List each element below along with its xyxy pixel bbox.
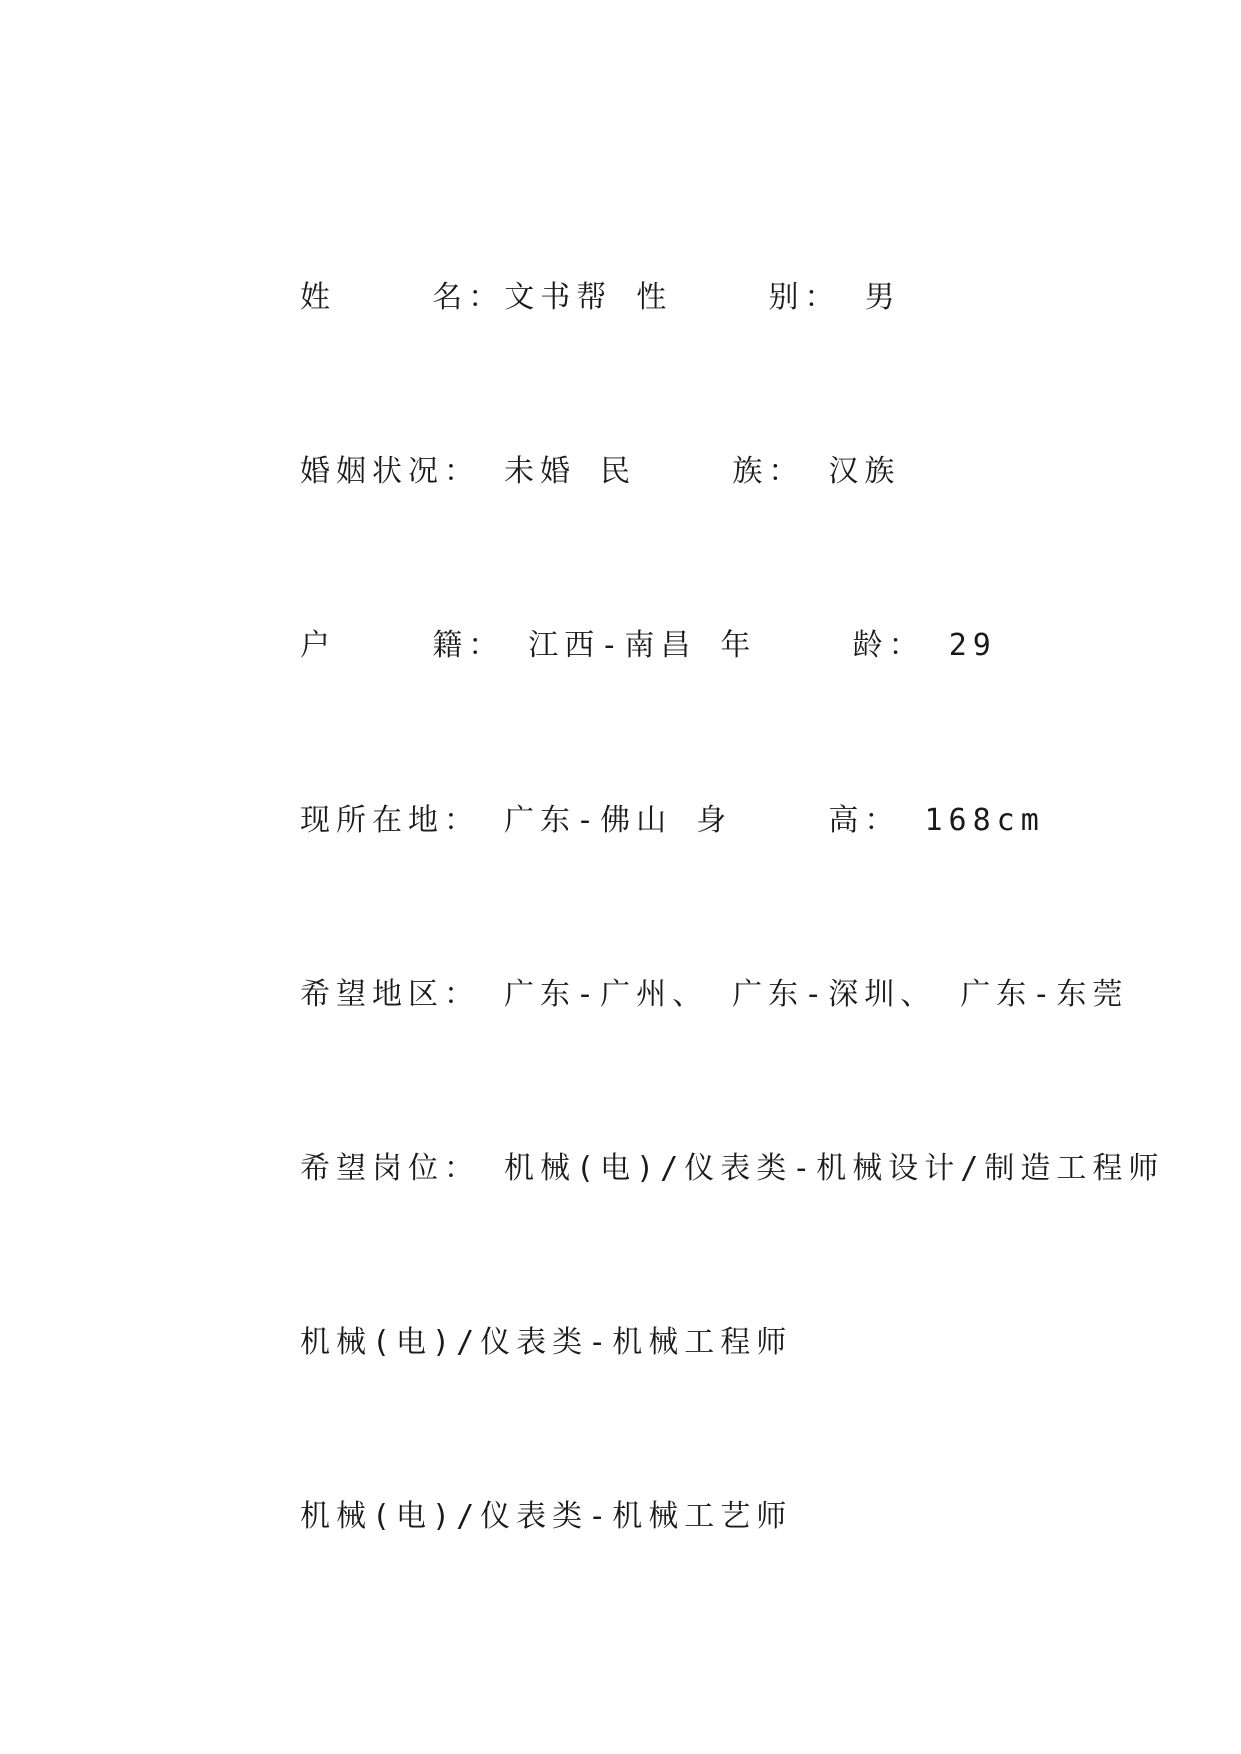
name-gender-line: 姓 名：文书帮 性 别： 男 [300, 280, 901, 315]
desired-position-line: 希望岗位： 机械(电)/仪表类-机械设计/制造工程师 [300, 1151, 1165, 1186]
position-item: 机械(电)/仪表类-机械工程师 [300, 1325, 793, 1360]
location-height-line: 现所在地： 广东-佛山 身 高： 168cm [300, 803, 1045, 838]
position-item: 机械(电)/仪表类-机械工艺师 [300, 1499, 793, 1534]
desired-region-line: 希望地区： 广东-广州、 广东-深圳、 广东-东莞 [300, 977, 1129, 1012]
marital-ethnicity-line: 婚姻状况： 未婚 民 族： 汉族 [300, 454, 901, 489]
hukou-age-line: 户 籍： 江西-南昌 年 龄： 29 [300, 628, 997, 663]
